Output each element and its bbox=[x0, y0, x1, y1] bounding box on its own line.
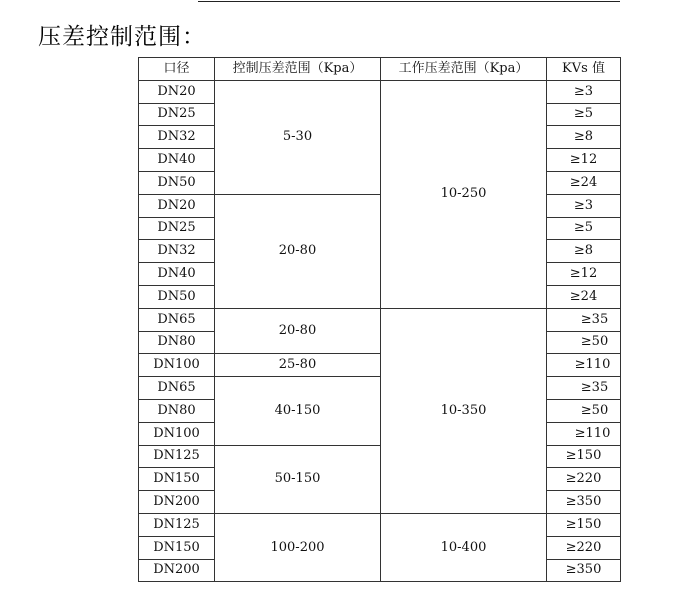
kvs-cell: ≥220 bbox=[547, 468, 621, 491]
dn-cell: DN40 bbox=[139, 149, 215, 172]
dn-cell: DN50 bbox=[139, 171, 215, 194]
kvs-cell: ≥8 bbox=[547, 240, 621, 263]
dn-cell: DN80 bbox=[139, 331, 215, 354]
dn-cell: DN65 bbox=[139, 377, 215, 400]
working-range-cell: 10-350 bbox=[381, 308, 547, 513]
header-control-range: 控制压差范围（Kpa） bbox=[215, 58, 381, 81]
kvs-cell: ≥24 bbox=[547, 285, 621, 308]
dn-cell: DN125 bbox=[139, 513, 215, 536]
dn-cell: DN80 bbox=[139, 399, 215, 422]
dn-cell: DN20 bbox=[139, 80, 215, 103]
kvs-cell: ≥110 bbox=[547, 354, 621, 377]
kvs-cell: ≥24 bbox=[547, 171, 621, 194]
kvs-cell: ≥3 bbox=[547, 80, 621, 103]
dn-cell: DN25 bbox=[139, 217, 215, 240]
control-range-cell: 25-80 bbox=[215, 354, 381, 377]
dn-cell: DN125 bbox=[139, 445, 215, 468]
control-range-cell: 100-200 bbox=[215, 513, 381, 581]
dn-cell: DN200 bbox=[139, 559, 215, 582]
dn-cell: DN32 bbox=[139, 240, 215, 263]
kvs-cell: ≥350 bbox=[547, 559, 621, 582]
control-range-cell: 50-150 bbox=[215, 445, 381, 513]
table-header-row bbox=[139, 58, 621, 81]
working-range-cell: 10-400 bbox=[381, 513, 547, 581]
control-range-cell: 20-80 bbox=[215, 308, 381, 354]
control-range-cell: 5-30 bbox=[215, 80, 381, 194]
dn-cell: DN100 bbox=[139, 422, 215, 445]
table-row bbox=[139, 308, 621, 331]
top-rule bbox=[198, 1, 620, 2]
kvs-cell: ≥5 bbox=[547, 217, 621, 240]
table-row bbox=[139, 377, 621, 400]
dn-cell: DN150 bbox=[139, 468, 215, 491]
kvs-cell: ≥150 bbox=[547, 513, 621, 536]
kvs-cell: ≥50 bbox=[547, 331, 621, 354]
kvs-cell: ≥5 bbox=[547, 103, 621, 126]
kvs-cell: ≥8 bbox=[547, 126, 621, 149]
working-range-cell: 10-250 bbox=[381, 80, 547, 308]
table-row bbox=[139, 80, 621, 103]
table-row bbox=[139, 194, 621, 217]
dn-cell: DN150 bbox=[139, 536, 215, 559]
table-row bbox=[139, 445, 621, 468]
kvs-cell: ≥110 bbox=[547, 422, 621, 445]
dn-cell: DN32 bbox=[139, 126, 215, 149]
kvs-cell: ≥150 bbox=[547, 445, 621, 468]
kvs-cell: ≥3 bbox=[547, 194, 621, 217]
dn-cell: DN20 bbox=[139, 194, 215, 217]
dn-cell: DN40 bbox=[139, 263, 215, 286]
table-row bbox=[139, 354, 621, 377]
control-range-cell: 40-150 bbox=[215, 377, 381, 445]
dn-cell: DN65 bbox=[139, 308, 215, 331]
page-title: 压差控制范围： bbox=[38, 24, 206, 50]
kvs-cell: ≥35 bbox=[547, 308, 621, 331]
header-diameter: 口径 bbox=[139, 58, 215, 81]
dn-cell: DN25 bbox=[139, 103, 215, 126]
control-range-cell: 20-80 bbox=[215, 194, 381, 308]
kvs-cell: ≥12 bbox=[547, 149, 621, 172]
kvs-cell: ≥50 bbox=[547, 399, 621, 422]
pressure-range-table bbox=[138, 57, 621, 582]
table-row bbox=[139, 513, 621, 536]
dn-cell: DN100 bbox=[139, 354, 215, 377]
kvs-cell: ≥220 bbox=[547, 536, 621, 559]
kvs-cell: ≥12 bbox=[547, 263, 621, 286]
header-kvs: KVs 值 bbox=[547, 58, 621, 81]
header-working-range: 工作压差范围（Kpa） bbox=[381, 58, 547, 81]
kvs-cell: ≥350 bbox=[547, 491, 621, 514]
dn-cell: DN200 bbox=[139, 491, 215, 514]
dn-cell: DN50 bbox=[139, 285, 215, 308]
kvs-cell: ≥35 bbox=[547, 377, 621, 400]
